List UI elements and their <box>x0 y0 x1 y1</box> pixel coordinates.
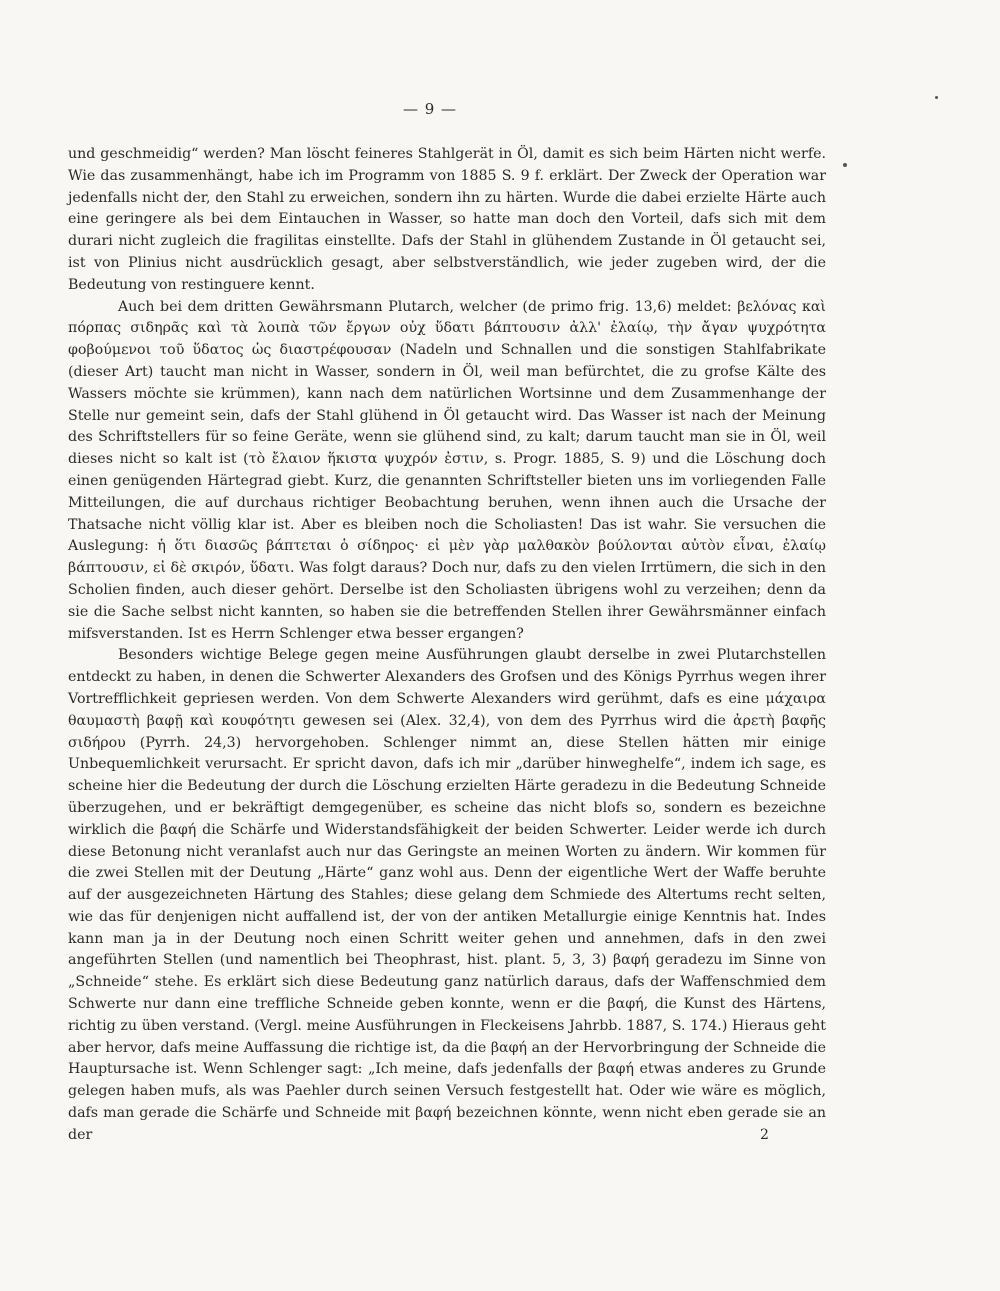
paragraph-2: Auch bei dem dritten Gewährsmann Plutarch, welcher (de primo frig. 13,6) meldet: βελόνας καὶ πόρπας σιδηρᾶς καὶ τὰ λοιπὰ τῶν ἔργων οὐχ ὕδατι βάπτουσιν ἀλλ' ἐλαίῳ, τὴν ἄγαν ψυχρότητα φοβούμενοι τοῦ ὕδατος ὡς διαστρέφουσαν (Nadeln und Schnallen und die sonstigen Stahlfabrikate (dieser Art) taucht man nicht in Wasser, sondern in Öl, weil man befürchtet, die zu grofse Kälte des Wassers möchte sie krümmen), kann nach dem natürlichen Wortsinne und dem Zusammenhange der Stelle nur gemeint sein, dafs der Stahl glühend in Öl getaucht wird. Das Wasser ist nach der Meinung des Schriftstellers für so feine Geräte, wenn sie glühend sind, zu kalt; darum taucht man sie in Öl, weil dieses nicht so kalt ist (τὸ ἔλαιον ἥκιστα ψυχρόν ἐστιν, s. Progr. 1885, S. 9) und die Löschung doch einen genügenden Härtegrad giebt. Kurz, die genannten Schriftsteller bieten uns im vorliegenden Falle Mitteilungen, die auf durchaus richtiger Beobachtung beruhen, wenn ihnen auch die Ursache der Thatsache nicht völlig klar ist. Aber es bleiben noch die Scholiasten! Das ist wahr. Sie versuchen die Auslegung: ἡ ὅτι διασῶς βάπτεται ὁ σίδηρος· εἰ μὲν γὰρ μαλθακὸν βούλονται αὐτὸν εἶναι, ἐλαίῳ βάπτουσιν, εἰ δὲ σκιρόν, ὕδατι. Was folgt daraus? Doch nur, dafs zu den vielen Irrtümern, die sich in den Scholien finden, auch dieser gehört. Derselbe ist den Scholiasten übrigens wohl zu verzeihen; denn da sie die Sache selbst nicht kannten, so haben sie die betreffenden Stellen ihrer Gewährsmänner einfach mifsverstanden. Ist es Herrn Schlenger etwa besser ergangen? <box>68 298 826 642</box>
print-speck <box>935 96 938 99</box>
page-number: — 9 — <box>402 100 458 118</box>
paragraph-1: und geschmeidig“ werden? Man löscht feineres Stahlgerät in Öl, damit es sich beim Härten nicht werfe. Wie das zusammenhängt, habe ich im Programm von 1885 S. 9 f. erklärt. Der Zweck der Operation war jedenfalls nicht der, den Stahl zu erweichen, sondern ihn zu härten. Wurde die dabei erzielte Härte auch eine geringere als bei dem Eintauchen in Wasser, so hatte man doch den Vorteil, dafs sich mit dem durari nicht zugleich die fragilitas einstellte. Dafs der Stahl in glühendem Zustande in Öl getaucht sei, ist von Plinius nicht ausdrücklich gesagt, aber selbstverständlich, wie jeder zugeben wird, der die Bedeutung von restinguere kennt. <box>68 146 826 293</box>
signature-mark: 2 <box>760 1127 769 1143</box>
print-speck <box>843 163 847 167</box>
paragraph-3: Besonders wichtige Belege gegen meine Ausführungen glaubt derselbe in zwei Plutarchstellen entdeckt zu haben, in denen die Schwerter Alexanders des Grofsen und des Königs Pyrrhus wegen ihrer Vortrefflichkeit gepriesen werden. Von dem Schwerte Alexanders wird gerühmt, dafs es eine μάχαιρα θαυμαστὴ βαφῇ καὶ κουφότητι gewesen sei (Alex. 32,4), von dem des Pyrrhus wird die ἀρετὴ βαφῆς σιδήρου (Pyrrh. 24,3) hervorgehoben. Schlenger nimmt an, diese Stellen hätten mir einige Unbequemlichkeit verursacht. Er spricht davon, dafs ich mir „darüber hinweghelfe“, indem ich sage, es scheine hier die Bedeutung der durch die Löschung erzielten Härte geradezu in die Bedeutung Schneide überzugehen, und er bekräftigt demgegenüber, es scheine das nicht blofs so, sondern es bezeichne wirklich die βαφή die Schärfe und Widerstandsfähigkeit der beiden Schwerter. Leider werde ich durch diese Betonung nicht veranlafst auch nur das Geringste an meinen Worten zu ändern. Wir kommen für die zwei Stellen mit der Deutung „Härte“ ganz wohl aus. Denn der eigentliche Wert der Waffe beruhte auf der ausgezeichneten Härtung des Stahles; diese gelang dem Schmiede des Altertums recht selten, wie das für denjenigen nicht auffallend ist, der von der antiken Metallurgie einige Kenntnis hat. Indes kann man ja in der Deutung noch einen Schritt weiter gehen und annehmen, dafs in den zwei angeführten Stellen (und namentlich bei Theophrast, hist. plant. 5, 3, 3) βαφή geradezu im Sinne von „Schneide“ stehe. Es erklärt sich diese Bedeutung ganz natürlich daraus, dafs der Waffenschmied dem Schwerte nur dann eine treffliche Schneide geben konnte, wenn er die βαφή, die Kunst des Härtens, richtig zu üben verstand. (Vergl. meine Ausführungen in Fleckeisens Jahrbb. 1887, S. 174.) Hieraus geht aber hervor, dafs meine Auffassung die richtige ist, da die βαφή an der Hervorbringung der Schneide die Hauptursache ist. Wenn Schlenger sagt: „Ich meine, dafs jedenfalls der βαφή etwas anderes zu Grunde gelegen haben mufs, als was Paehler durch seinen Versuch festgestellt hat. Oder wie wäre es möglich, dafs man gerade die Schärfe und Schneide mit βαφή bezeichnen könnte, wenn nicht eben gerade sie an der <box>68 647 826 1143</box>
body-text <box>68 144 826 1147</box>
